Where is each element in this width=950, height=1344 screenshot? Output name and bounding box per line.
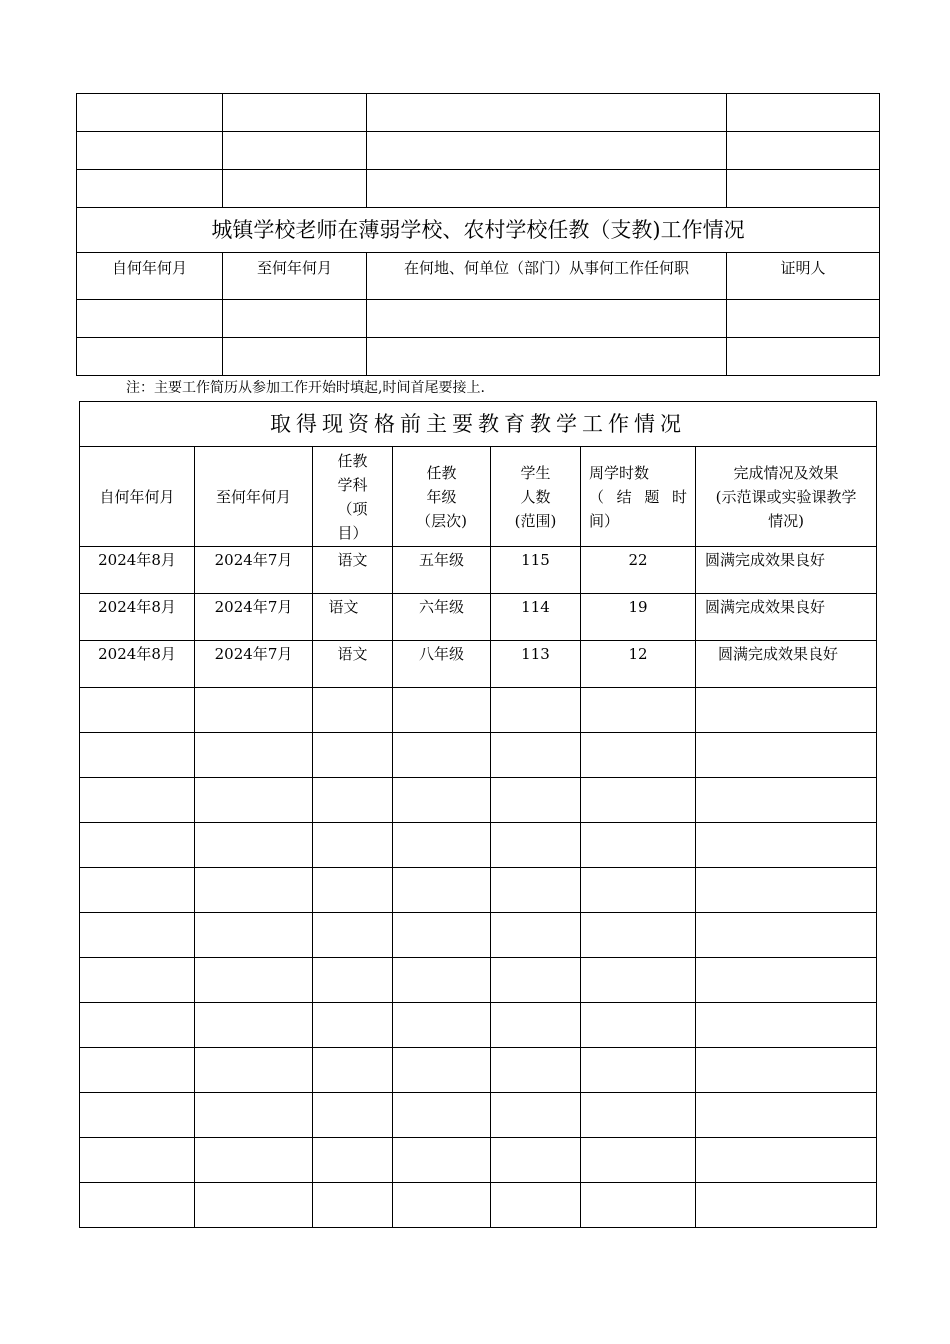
table-cell[interactable] xyxy=(80,733,195,778)
table-cell[interactable] xyxy=(77,338,223,376)
table-cell[interactable] xyxy=(313,1138,393,1183)
table-cell[interactable] xyxy=(313,778,393,823)
table-cell[interactable] xyxy=(491,823,581,868)
table-cell[interactable] xyxy=(727,132,880,170)
cell-subject[interactable]: 语文 xyxy=(313,547,393,594)
table-cell[interactable] xyxy=(195,1138,313,1183)
table-cell[interactable] xyxy=(80,913,195,958)
table-row xyxy=(80,733,877,778)
header-end-date: 至何年何月 xyxy=(223,253,367,300)
teaching-work-table xyxy=(79,401,877,1228)
table-cell[interactable] xyxy=(195,733,313,778)
cell-end[interactable]: 2024年7月 xyxy=(195,594,313,641)
section2-title: 取得现资格前主要教育教学工作情况 xyxy=(80,402,877,447)
table-cell[interactable] xyxy=(223,300,367,338)
table-cell[interactable] xyxy=(393,1183,491,1228)
table-cell[interactable] xyxy=(581,958,696,1003)
cell-start[interactable]: 2024年8月 xyxy=(80,594,195,641)
work-history-table xyxy=(76,93,880,376)
cell-students[interactable]: 114 xyxy=(491,594,581,641)
table-row xyxy=(80,641,877,688)
table-row xyxy=(80,547,877,594)
table-cell[interactable] xyxy=(313,913,393,958)
table-cell[interactable] xyxy=(491,1183,581,1228)
cell-result[interactable]: 圆满完成效果良好 xyxy=(696,641,877,688)
table-cell[interactable] xyxy=(367,94,727,132)
table-cell[interactable] xyxy=(195,823,313,868)
table-row xyxy=(80,1048,877,1093)
table-cell[interactable] xyxy=(696,823,877,868)
table-row xyxy=(80,823,877,868)
table-cell[interactable] xyxy=(80,1183,195,1228)
table-cell[interactable] xyxy=(80,1048,195,1093)
header-result: 完成情况及效果 (示范课或实验课教学 情况) xyxy=(696,447,877,547)
cell-end[interactable]: 2024年7月 xyxy=(195,641,313,688)
note-text: 注：主要工作简历从参加工作开始时填起,时间首尾要接上. xyxy=(126,380,485,396)
cell-subject[interactable]: 语文 xyxy=(313,594,393,641)
table-cell[interactable] xyxy=(313,733,393,778)
header-end-date: 至何年何月 xyxy=(195,447,313,547)
table-cell[interactable] xyxy=(195,1093,313,1138)
table-cell[interactable] xyxy=(367,338,727,376)
table-row xyxy=(77,300,880,338)
table-cell[interactable] xyxy=(223,94,367,132)
header-start-date: 自何年何月 xyxy=(77,253,223,300)
table-cell[interactable] xyxy=(491,733,581,778)
table-cell[interactable] xyxy=(696,688,877,733)
table-row xyxy=(80,778,877,823)
table-row xyxy=(77,94,880,132)
table-row xyxy=(77,338,880,376)
section1-title: 城镇学校老师在薄弱学校、农村学校任教（支教)工作情况 xyxy=(77,208,880,253)
table-cell[interactable] xyxy=(80,868,195,913)
cell-end[interactable]: 2024年7月 xyxy=(195,547,313,594)
table-cell[interactable] xyxy=(491,913,581,958)
table-cell[interactable] xyxy=(313,868,393,913)
cell-result[interactable]: 圆满完成效果良好 xyxy=(696,594,877,641)
cell-hours[interactable]: 19 xyxy=(581,594,696,641)
table-cell[interactable] xyxy=(77,170,223,208)
table-cell[interactable] xyxy=(80,958,195,1003)
table-cell[interactable] xyxy=(313,823,393,868)
table-row xyxy=(80,868,877,913)
header-students: 学生 人数 (范围) xyxy=(491,447,581,547)
table-row xyxy=(80,1138,877,1183)
table-cell[interactable] xyxy=(727,94,880,132)
table-cell[interactable] xyxy=(393,778,491,823)
table-row xyxy=(80,958,877,1003)
table-cell[interactable] xyxy=(80,688,195,733)
table-cell[interactable] xyxy=(581,1183,696,1228)
header-work-place: 在何地、何单位（部门）从事何工作任何职 xyxy=(367,253,727,300)
table-row xyxy=(80,1183,877,1228)
table-cell[interactable] xyxy=(491,1003,581,1048)
table-row xyxy=(80,688,877,733)
table-cell[interactable] xyxy=(313,1003,393,1048)
table-cell[interactable] xyxy=(393,688,491,733)
table-cell[interactable] xyxy=(313,1048,393,1093)
header-weekly-hours: 周学时数 （ 结 题 时 间） xyxy=(581,447,696,547)
cell-result[interactable]: 圆满完成效果良好 xyxy=(696,547,877,594)
table-cell[interactable] xyxy=(393,958,491,1003)
table-cell[interactable] xyxy=(80,778,195,823)
table-cell[interactable] xyxy=(223,338,367,376)
table-cell[interactable] xyxy=(80,1003,195,1048)
table-cell[interactable] xyxy=(727,300,880,338)
table-cell[interactable] xyxy=(696,1183,877,1228)
cell-grade[interactable]: 五年级 xyxy=(393,547,491,594)
table-cell[interactable] xyxy=(581,778,696,823)
cell-hours[interactable]: 22 xyxy=(581,547,696,594)
table-cell[interactable] xyxy=(491,778,581,823)
header-witness: 证明人 xyxy=(727,253,880,300)
table-cell[interactable] xyxy=(367,132,727,170)
table-cell[interactable] xyxy=(367,300,727,338)
table-cell[interactable] xyxy=(696,1048,877,1093)
table-cell[interactable] xyxy=(80,1093,195,1138)
table-cell[interactable] xyxy=(581,1048,696,1093)
table-row xyxy=(77,132,880,170)
cell-grade[interactable]: 八年级 xyxy=(393,641,491,688)
table-cell[interactable] xyxy=(195,1048,313,1093)
cell-grade[interactable]: 六年级 xyxy=(393,594,491,641)
table-cell[interactable] xyxy=(696,868,877,913)
table-cell[interactable] xyxy=(80,1138,195,1183)
table-row xyxy=(80,913,877,958)
table-cell[interactable] xyxy=(77,132,223,170)
cell-subject[interactable]: 语文 xyxy=(313,641,393,688)
table-row xyxy=(80,594,877,641)
table-cell[interactable] xyxy=(80,823,195,868)
table-cell[interactable] xyxy=(581,913,696,958)
table-cell[interactable] xyxy=(696,1093,877,1138)
table-cell[interactable] xyxy=(195,1183,313,1228)
table-cell[interactable] xyxy=(581,823,696,868)
table-cell[interactable] xyxy=(491,688,581,733)
table-cell[interactable] xyxy=(195,688,313,733)
table-cell[interactable] xyxy=(393,733,491,778)
section1-header-row xyxy=(77,253,880,300)
header-start-date: 自何年何月 xyxy=(80,447,195,547)
header-grade: 任教 年级 （层次) xyxy=(393,447,491,547)
table-cell[interactable] xyxy=(696,733,877,778)
table-cell[interactable] xyxy=(313,1093,393,1138)
table-cell[interactable] xyxy=(313,958,393,1003)
cell-hours[interactable]: 12 xyxy=(581,641,696,688)
table-cell[interactable] xyxy=(491,958,581,1003)
cell-start[interactable]: 2024年8月 xyxy=(80,641,195,688)
table-cell[interactable] xyxy=(195,913,313,958)
table-cell[interactable] xyxy=(393,1003,491,1048)
table-cell[interactable] xyxy=(393,868,491,913)
table-cell[interactable] xyxy=(581,688,696,733)
table-cell[interactable] xyxy=(393,1048,491,1093)
cell-students[interactable]: 113 xyxy=(491,641,581,688)
table-cell[interactable] xyxy=(581,1093,696,1138)
table-cell[interactable] xyxy=(696,958,877,1003)
table-cell[interactable] xyxy=(491,1048,581,1093)
table-cell[interactable] xyxy=(491,868,581,913)
table-cell[interactable] xyxy=(195,778,313,823)
table-cell[interactable] xyxy=(696,1138,877,1183)
table-cell[interactable] xyxy=(223,170,367,208)
table-cell[interactable] xyxy=(223,132,367,170)
table-row xyxy=(80,1003,877,1048)
table-cell[interactable] xyxy=(696,1003,877,1048)
cell-start[interactable]: 2024年8月 xyxy=(80,547,195,594)
table-cell[interactable] xyxy=(393,1093,491,1138)
table-cell[interactable] xyxy=(727,338,880,376)
table-cell[interactable] xyxy=(195,868,313,913)
table-cell[interactable] xyxy=(696,778,877,823)
table-cell[interactable] xyxy=(696,913,877,958)
table-cell[interactable] xyxy=(367,170,727,208)
table-cell[interactable] xyxy=(491,1093,581,1138)
table-cell[interactable] xyxy=(77,94,223,132)
table-cell[interactable] xyxy=(195,1003,313,1048)
table-cell[interactable] xyxy=(313,688,393,733)
table-cell[interactable] xyxy=(195,958,313,1003)
table-cell[interactable] xyxy=(393,823,491,868)
section2-header-row xyxy=(80,447,877,547)
table-cell[interactable] xyxy=(581,733,696,778)
table-cell[interactable] xyxy=(581,1003,696,1048)
cell-students[interactable]: 115 xyxy=(491,547,581,594)
table-cell[interactable] xyxy=(77,300,223,338)
table-cell[interactable] xyxy=(313,1183,393,1228)
table-cell[interactable] xyxy=(393,913,491,958)
table-cell[interactable] xyxy=(491,1138,581,1183)
table-cell[interactable] xyxy=(727,170,880,208)
table-cell[interactable] xyxy=(393,1138,491,1183)
table-cell[interactable] xyxy=(581,868,696,913)
table-row xyxy=(80,1093,877,1138)
header-subject: 任教 学科 （项 目） xyxy=(313,447,393,547)
table-row xyxy=(77,170,880,208)
table-cell[interactable] xyxy=(581,1138,696,1183)
